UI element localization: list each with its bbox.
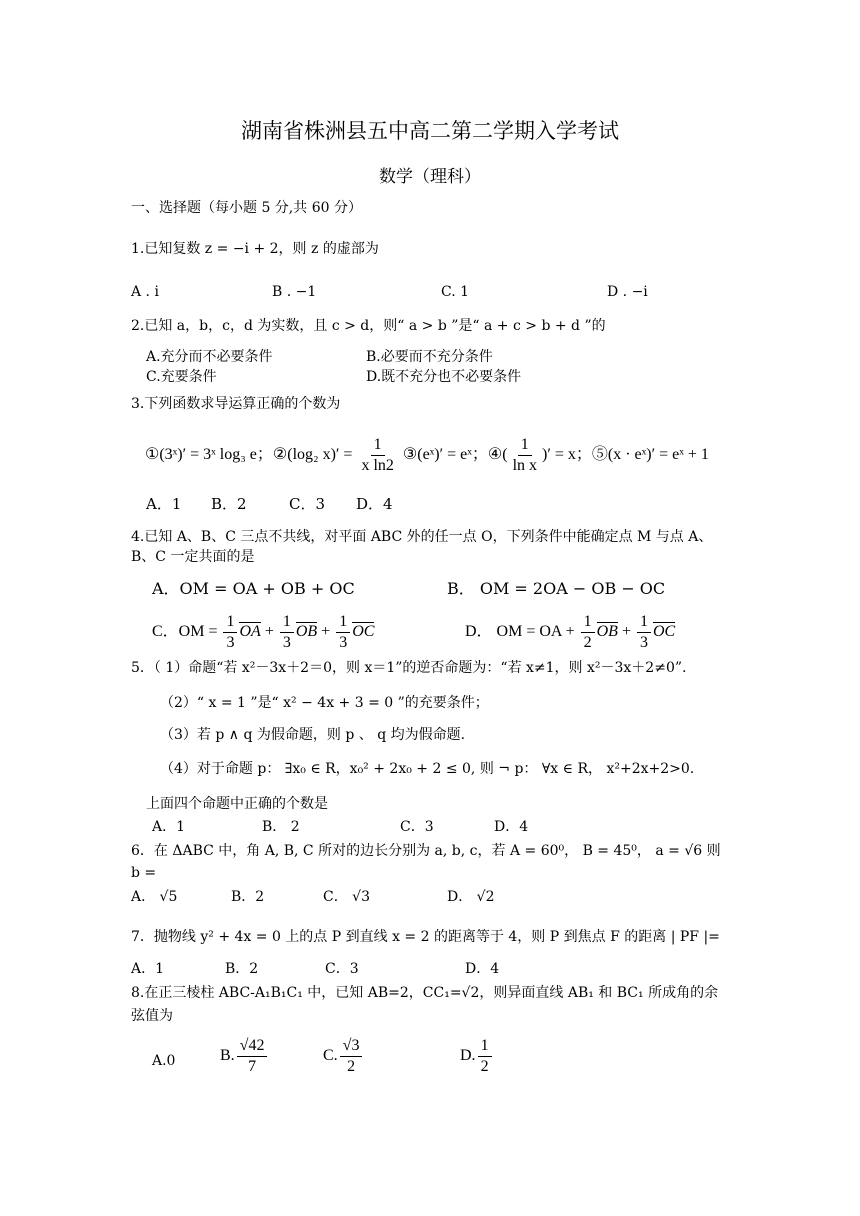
q5-option-c: C．3	[400, 819, 434, 835]
page-subtitle: 数学（理科）	[379, 167, 481, 187]
q4-d-fraction-1: $\frac{1}{2}$	[581, 612, 595, 653]
q3-option-a: A．1	[146, 495, 182, 513]
question-5-line2: （2）“ x = 1 ”是“ x² − 4x + 3 = 0 ”的充要条件；	[160, 695, 489, 711]
q3-fraction-2-num: 1	[518, 435, 532, 456]
q4-option-b: B． OM = 2OA − OB − OC	[447, 579, 666, 598]
q6-option-b: B．2	[231, 889, 265, 905]
section-heading: 一、选择题（每小题 5 分,共 60 分）	[131, 200, 362, 216]
question-5-line5: 上面四个命题中正确的个数是	[146, 796, 328, 812]
question-5-line1: 5．（ 1）命题“若 x²－3x＋2＝0，则 x＝1”的逆否命题为：“若 x≠1，则 x²－3x＋2≠0”.	[131, 660, 687, 676]
q8-c-fraction: $\frac{√3}{2}$	[340, 1036, 363, 1077]
q6-option-c: C． √3	[323, 889, 370, 905]
q8-d-fraction: $\frac{1}{2}$	[478, 1036, 492, 1077]
question-3-stem: 3.下列函数求导运算正确的个数为	[131, 396, 341, 412]
q1-option-b: B . −1	[272, 284, 317, 300]
q2-option-b: B.必要而不充分条件	[366, 349, 493, 365]
page-title: 湖南省株洲县五中高二第二学期入学考试	[241, 119, 619, 143]
q5-option-d: D．4	[494, 819, 529, 835]
q3-fraction-1-den: x ln2	[361, 457, 394, 474]
q8-option-b: B. $\frac{√42}{7}$	[220, 1036, 269, 1077]
q2-option-c: C.充要条件	[146, 369, 217, 385]
q3-option-d: D．4	[356, 495, 393, 513]
q1-option-d: D . −i	[607, 284, 648, 300]
question-8-line2: 弦值为	[131, 1008, 173, 1024]
question-6-line2: b =	[131, 865, 157, 881]
q1-option-a: A . i	[131, 284, 159, 300]
question-5-line4: （4）对于命题 p： ∃x₀ ∈ R，x₀² + 2x₀ + 2 ≤ 0, 则 ¬ p： ∀x ∈ R， x²+2x+2>0.	[160, 761, 695, 777]
q6-option-d: D． √2	[447, 889, 495, 905]
q7-option-a: A．1	[131, 961, 165, 977]
q6-option-a: A． √5	[131, 889, 178, 905]
q2-option-d: D.既不充分也不必要条件	[366, 369, 522, 385]
q1-option-c: C. 1	[441, 284, 470, 300]
q3-formula-line	[145, 435, 709, 476]
q3-fraction-1	[358, 435, 396, 476]
q4-option-a: A．OM = OA + OB + OC	[152, 579, 355, 598]
q3-option-b: B．2	[211, 495, 247, 513]
q8-option-c: C. $\frac{√3}{2}$	[323, 1036, 364, 1077]
q4-option-d: D． OM = OA + $\frac{1}{2}$ OB + $\frac{1}{3}$ OC	[465, 613, 676, 651]
q8-option-a: A.0	[152, 1053, 176, 1069]
q4-option-c: C．OM = $\frac{1}{3}$ OA + $\frac{1}{3}$ OB + $\frac{1}{3}$ OC	[152, 613, 375, 651]
q7-option-d: D．4	[465, 961, 500, 977]
q3-formula-part2: ③(eˣ)′ = eˣ；④(	[402, 446, 508, 464]
q8-option-d: D. $\frac{1}{2}$	[460, 1036, 494, 1077]
q3-option-c: C．3	[289, 495, 326, 513]
question-7-stem: 7．抛物线 y² + 4x = 0 上的点 P 到直线 x = 2 的距离等于 4，则 P 到焦点 F 的距离 | PF |=	[131, 929, 720, 945]
q5-option-a: A．1	[152, 819, 186, 835]
q4-d-fraction-2: $\frac{1}{3}$	[637, 612, 651, 653]
q7-option-c: C．3	[325, 961, 359, 977]
q3-fraction-2	[510, 435, 540, 476]
question-4-stem-line1: 4.已知 A、B、C 三点不共线，对平面 ABC 外的任一点 O，下列条件中能确定点 M 与点 A、	[131, 529, 713, 545]
question-5-line3: （3）若 p ∧ q 为假命题，则 p 、 q 均为假命题.	[160, 727, 466, 743]
q3-formula-part3: )′ = x；⑤(x · eˣ)′ = eˣ + 1	[542, 446, 709, 464]
q2-option-a: A.充分而不必要条件	[146, 349, 273, 365]
q3-formula-part1: ①(3ˣ)′ = 3ˣ log₃ e；②(log₂ x)′ =	[145, 446, 353, 464]
q5-option-b: B． 2	[262, 819, 300, 835]
q4-option-c-prefix: C．OM =	[152, 623, 218, 641]
q7-option-b: B．2	[225, 961, 259, 977]
q4-c-fraction-3: $\frac{1}{3}$	[336, 612, 350, 653]
question-6-line1: 6．在 ΔABC 中，角 A, B, C 所对的边长分别为 a, b, c，若 A = 60⁰， B = 45⁰， a = √6 则	[131, 843, 721, 859]
q4-c-fraction-2: $\frac{1}{3}$	[280, 612, 294, 653]
q3-fraction-2-den: ln x	[512, 457, 538, 474]
q4-option-d-prefix: D． OM = OA +	[465, 623, 575, 641]
question-8-line1: 8.在正三棱柱 ABC-A₁B₁C₁ 中，已知 AB=2，CC₁=√2，则异面直线 AB₁ 和 BC₁ 所成角的余	[131, 985, 719, 1001]
question-2-stem: 2.已知 a，b，c，d 为实数，且 c > d，则“ a > b ”是“ a + c > b + d ”的	[131, 318, 606, 334]
question-4-stem-line2: B、C 一定共面的是	[131, 549, 255, 565]
question-1-stem: 1.已知复数 z = −i + 2，则 z 的虚部为	[131, 241, 379, 257]
q4-c-fraction-1: $\frac{1}{3}$	[223, 612, 237, 653]
q8-b-fraction: $\frac{√42}{7}$	[237, 1036, 268, 1077]
q3-fraction-1-num: 1	[371, 435, 385, 456]
